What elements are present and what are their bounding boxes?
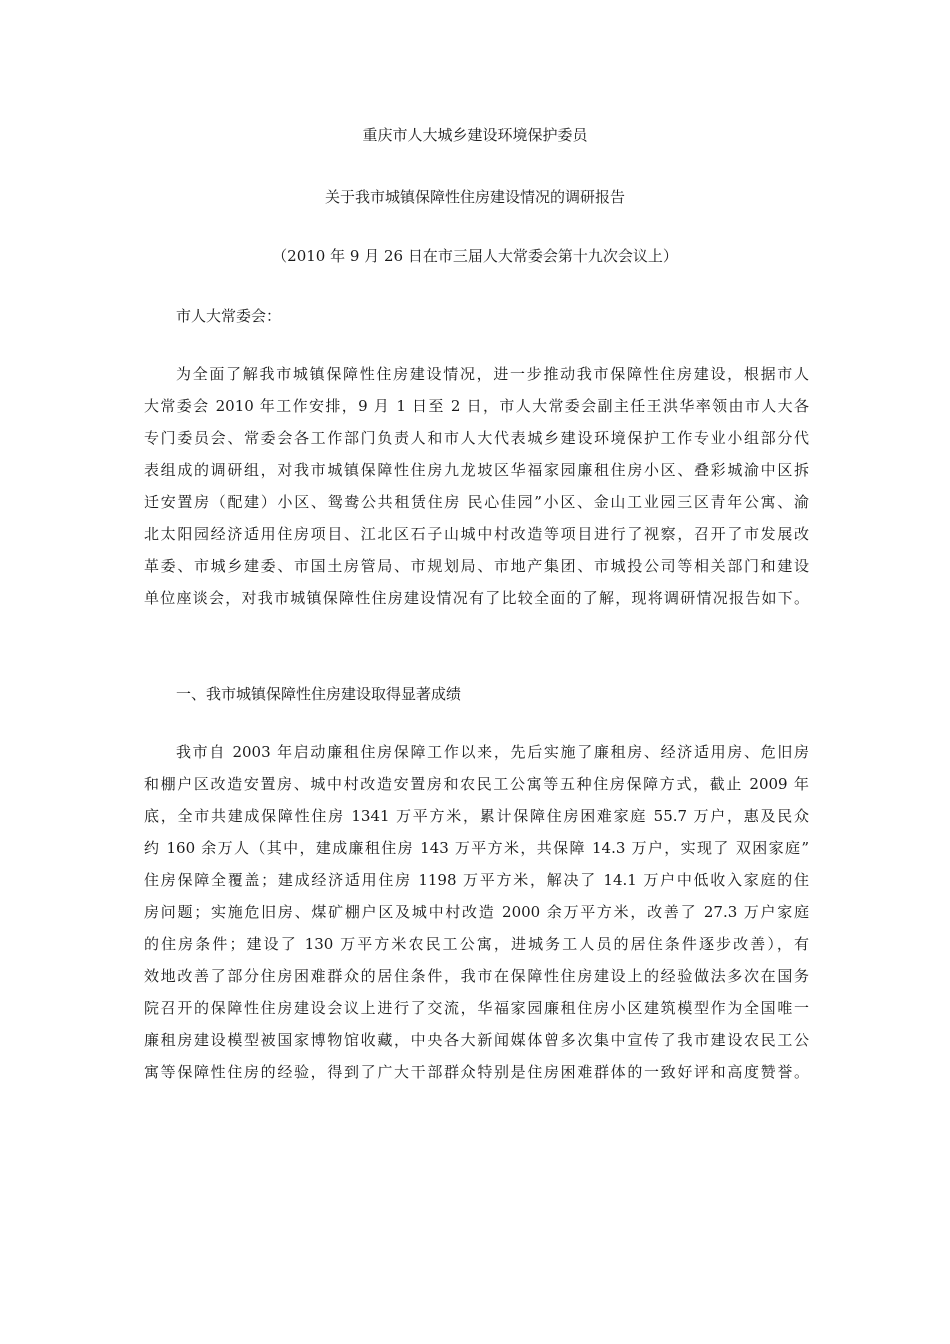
paragraph-line: 住房保障全覆盖；建成经济适用住房 1198 万平方米，解决了 14.1 万户中低收入家庭的住 bbox=[144, 871, 809, 889]
paragraph-line: 专门委员会、常委会各工作部门负责人和市人大代表城乡建设环境保护工作专业小组部分代 bbox=[144, 429, 809, 447]
paragraph-line: 北太阳园经济适用住房项目、江北区石子山城中村改造等项目进行了视察，召开了市发展改 bbox=[144, 525, 809, 543]
paragraph-line: 革委、市城乡建委、市国土房管局、市规划局、市地产集团、市城投公司等相关部门和建设 bbox=[144, 557, 809, 575]
paragraph-line: 的住房条件；建设了 130 万平方米农民工公寓，进城务工人员的居住条件逐步改善），有 bbox=[144, 935, 809, 953]
paragraph-line: 单位座谈会，对我市城镇保障性住房建设情况有了比较全面的了解，现将调研情况报告如下。 bbox=[144, 589, 809, 607]
paragraph-line: 房问题；实施危旧房、煤矿棚户区及城中村改造 2000 余万平方米，改善了 27.3 万户家庭 bbox=[144, 903, 809, 921]
paragraph-line: 迁安置房（配建）小区、鸳鸯公共租赁住房 民心佳园”小区、金山工业园三区青年公寓、渝 bbox=[144, 493, 809, 511]
paragraph-intro bbox=[144, 358, 809, 614]
report-dateline: （2010 年 9 月 26 日在市三届人大常委会第十九次会议上） bbox=[272, 247, 678, 265]
paragraph-line: 底，全市共建成保障性住房 1341 万平方米，累计保障住房困难家庭 55.7 万户，惠及民众 bbox=[144, 807, 809, 825]
paragraph-line: 效地改善了部分住房困难群众的居住条件，我市在保障性住房建设上的经验做法多次在国务 bbox=[144, 967, 809, 985]
report-title-line2: 关于我市城镇保障性住房建设情况的调研报告 bbox=[324, 188, 625, 206]
paragraph-line: 大常委会 2010 年工作安排，9 月 1 日至 2 日，市人大常委会副主任王洪华率领由市人大各 bbox=[144, 397, 809, 415]
paragraph-line: 表组成的调研组，对我市城镇保障性住房九龙坡区华福家园廉租住房小区、叠彩城渝中区拆 bbox=[144, 461, 809, 479]
salutation: 市人大常委会： bbox=[176, 307, 282, 325]
paragraph-line: 和棚户区改造安置房、城中村改造安置房和农民工公寓等五种住房保障方式，截止 2009 年 bbox=[144, 775, 809, 793]
paragraph-line: 为全面了解我市城镇保障性住房建设情况，进一步推动我市保障性住房建设，根据市人 bbox=[176, 365, 809, 383]
paragraph-line: 我市自 2003 年启动廉租住房保障工作以来，先后实施了廉租房、经济适用房、危旧房 bbox=[176, 743, 809, 761]
paragraph-line: 约 160 余万人（其中，建成廉租住房 143 万平方米，共保障 14.3 万户，实现了 双困家庭” bbox=[144, 839, 809, 857]
paragraph-line: 寓等保障性住房的经验，得到了广大干部群众特别是住房困难群体的一致好评和高度赞誉。 bbox=[144, 1063, 809, 1081]
paragraph-achievements bbox=[144, 736, 809, 1088]
paragraph-line: 院召开的保障性住房建设会议上进行了交流，华福家园廉租住房小区建筑模型作为全国唯一 bbox=[144, 999, 809, 1017]
paragraph-line: 廉租房建设模型被国家博物馆收藏，中央各大新闻媒体曾多次集中宣传了我市建设农民工公 bbox=[144, 1031, 809, 1049]
report-title-line1: 重庆市人大城乡建设环境保护委员 bbox=[362, 126, 588, 144]
section-heading: 一、我市城镇保障性住房建设取得显著成绩 bbox=[176, 685, 462, 703]
